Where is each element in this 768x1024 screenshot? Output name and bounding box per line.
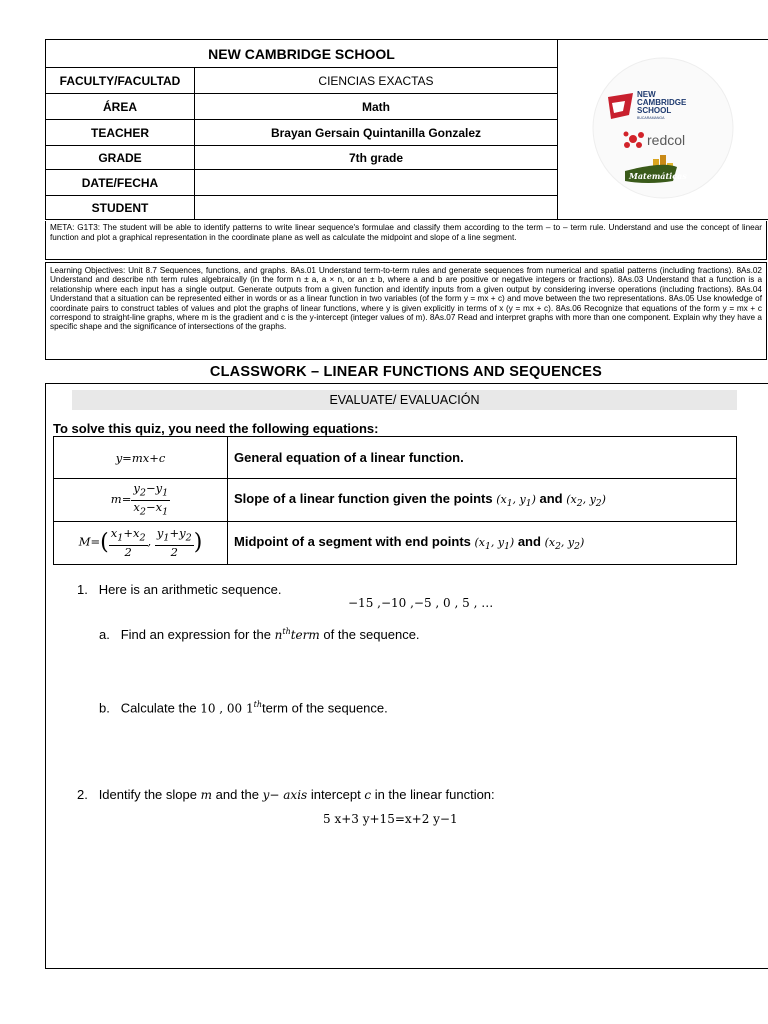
- question-1-text: Here is an arithmetic sequence.: [98, 582, 282, 597]
- ncs-logo-text-3: SCHOOL: [637, 106, 672, 115]
- midpoint-desc-and: and: [517, 533, 541, 549]
- question-2-m: m: [200, 788, 212, 802]
- question-1b-text: Calculate the: [120, 700, 197, 716]
- area-value: Math: [195, 94, 558, 120]
- question-2-text-2: and the: [215, 787, 259, 802]
- slope-desc: Slope of a linear function given the points ($x_1$, $y_1$) and ($x_2$, $y_2$): [228, 479, 737, 522]
- question-1b-label: b.: [99, 700, 110, 716]
- learning-objectives: Learning Objectives: Unit 8.7 Sequences, functions, and graphs. 8As.01 Understand term-to-term rules and generate sequences from numerical and spatial patterns (including fractions). 8As.02 Understand and describe nth term rules algebraically (in the form n ± a, a × n, or an ± b, where a and b are positive or negative integers or fractions). 8As.03 Understand that a function is a relationship where each input has a single output. Generate outputs from a given function and identify inputs from a given output by considering inverse operations (including fractions). 8As.04 Understand that a situation can be represented either in words or as a linear function in two variables (of the form y = mx + c) and move between the two representations. 8As.05 Use knowledge of coordinate pairs to construct tables of values and plot the graphs of linear functions, where y is given explicitly in terms of x (y = mx + c). 8As.06 Recognize that equations of the form y = mx + c correspond to straight-line graphs, where m is the gradient and c is the y-intercept (integer values of m). 8As.07 Read and interpret graphs with more than one component. Explain why they have a specific shape and the significance of intersections of the graphs.: [45, 262, 767, 360]
- question-2-text-4: in the linear function:: [374, 787, 495, 802]
- question-1b: b. Calculate the 10 , 00 1thterm of the sequence.: [99, 700, 388, 716]
- redcol-logo-text: redcol: [647, 132, 686, 148]
- question-2: [77, 787, 495, 802]
- midpoint-formula: M=( $\frac{x_1+x_2}{2}$ , $\frac{y_1+y_2}{2}$ ): [54, 522, 228, 565]
- equations-table: [53, 436, 737, 565]
- question-1a-text: Find an expression for the: [120, 627, 271, 642]
- meta-text: META: G1T3: The student will be able to identify patterns to write linear sequence's formulae and classify them according to the term – to – term rule. Understand and use the concept of linear function and plot a graphical representation in the coordinate plane as well as calculate the midpoint and slope of a line segment.: [45, 221, 767, 260]
- classwork-title: CLASSWORK – LINEAR FUNCTIONS AND SEQUENCES: [209, 364, 603, 380]
- question-2-c: c: [364, 788, 372, 802]
- midpoint-desc-text: Midpoint of a segment with end points: [234, 533, 471, 549]
- ncs-logo-sub: BUCARAMANGA: [637, 116, 665, 120]
- question-2-number: 2.: [77, 787, 88, 802]
- ncs-logo-text-1: NEW: [637, 90, 656, 99]
- formula-1: y=mx+c: [115, 450, 166, 465]
- question-1a: a. Find an expression for the $n^{th}term$ of the sequence.: [99, 627, 420, 642]
- area-label: ÁREA: [46, 94, 195, 120]
- quiz-intro: To solve this quiz, you need the following equations:: [53, 421, 379, 436]
- question-1-number: 1.: [77, 582, 88, 597]
- teacher-value: Brayan Gersain Quintanilla Gonzalez: [195, 120, 558, 146]
- date-field[interactable]: [195, 170, 558, 196]
- question-1a-text-after: of the sequence.: [323, 627, 420, 642]
- midpoint-desc: Midpoint of a segment with end points ($x_1$, $y_1$) and ($x_2$, $y_2$): [228, 522, 737, 565]
- question-1a-term: term: [290, 628, 320, 642]
- evaluate-title: EVALUATE/ EVALUACIÓN: [72, 390, 737, 410]
- date-label: DATE/FECHA: [46, 170, 195, 196]
- question-1a-label: a.: [99, 627, 110, 642]
- linear-function-formula: [54, 437, 228, 479]
- question-2-text-1: Identify the slope: [98, 787, 197, 802]
- question-2-equation: 5 x+3 y+15=x+2 y−1: [323, 812, 458, 826]
- faculty-label: FACULTY/FACULTAD: [46, 68, 195, 94]
- slope-desc-and: and: [539, 490, 563, 506]
- question-1-sequence: −15 ,−10 ,−5 , 0 , 5 , …: [348, 596, 494, 610]
- teacher-label: TEACHER: [46, 120, 195, 146]
- slope-desc-text: Slope of a linear function given the points: [234, 490, 493, 506]
- slope-formula: m= $\frac{y_2-y_1}{x_2-x_1}$: [54, 479, 228, 522]
- matematicas-logo-text: Matemáticas: [629, 171, 687, 181]
- header-table: [45, 39, 768, 220]
- logo-cell: [558, 40, 768, 220]
- ncs-logo-text-2: CAMBRIDGE: [637, 98, 687, 107]
- question-2-text-3: intercept: [310, 787, 361, 802]
- question-1b-number: 10 , 00 1: [200, 701, 254, 716]
- question-2-axis: y− axis: [262, 788, 308, 802]
- question-1: [77, 582, 282, 597]
- logos-graphic: [563, 53, 763, 203]
- faculty-value: CIENCIAS EXACTAS: [195, 68, 558, 94]
- grade-value: 7th grade: [195, 146, 558, 170]
- question-1b-text-after: term of the sequence.: [262, 700, 388, 716]
- student-label: STUDENT: [46, 196, 195, 220]
- linear-function-desc: General equation of a linear function.: [228, 437, 737, 479]
- grade-label: GRADE: [46, 146, 195, 170]
- student-field[interactable]: [195, 196, 558, 220]
- school-name: NEW CAMBRIDGE SCHOOL: [46, 40, 558, 68]
